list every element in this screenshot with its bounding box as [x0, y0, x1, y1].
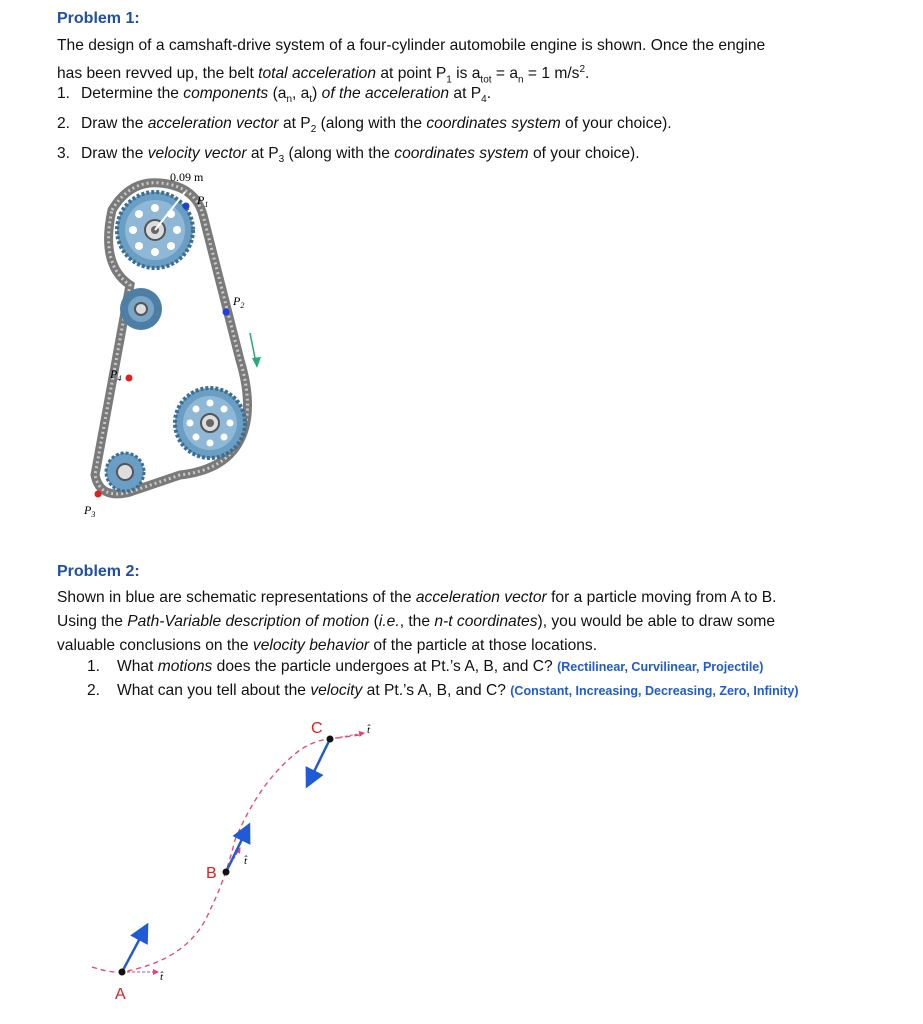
label-c: C: [311, 720, 323, 737]
problem1-question-3: 3. Draw the velocity vector at $P_3$ (along with the coordinates system of your choice).: [57, 145, 640, 166]
point-p2: [223, 309, 230, 316]
point-a: [119, 969, 126, 976]
problem1-intro-line1: The design of a camshaft-drive system of a four-cylinder automobile engine is shown. Once the engine: [57, 37, 766, 54]
label-a: A: [115, 986, 126, 1003]
problem1-title: Problem 1:: [57, 10, 140, 27]
problem1-questions: [57, 82, 672, 172]
problem1-question-2: 2. Draw the acceleration vector at $P_2$ (along with the coordinates system of your choice).: [57, 115, 672, 136]
problem2-question-1: 1. What motions does the particle undergoes at Pt.’s A, B, and C? (Rectilinear, Curvilinear, Projectile): [87, 658, 764, 675]
problem2-intro-line1: Shown in blue are schematic representations of the acceleration vector for a particle moving from A to B.: [57, 589, 777, 606]
label-p3: $P_3$: [84, 503, 96, 519]
t-hat-a: t̂: [160, 971, 164, 983]
problem1-intro-line2: has been revved up, the belt total acceleration at point $P_1$ is $a_{tot} = a_n = 1$ $m/s^2$.: [57, 64, 590, 86]
accel-vector-c: [308, 739, 330, 784]
problem2-questions: [57, 655, 799, 703]
camshaft-drive-figure: [60, 160, 320, 530]
problem2-intro: [57, 586, 877, 658]
dimension-label: 0.09 m: [170, 170, 204, 184]
point-p1: [183, 203, 190, 210]
point-p3: [95, 491, 102, 498]
problem2-title: Problem 2:: [57, 563, 140, 580]
point-p4: [126, 375, 133, 382]
belt-direction-arrow: [250, 333, 261, 368]
label-p4: $P_4$: [110, 367, 122, 383]
point-c: [327, 736, 334, 743]
label-b: B: [206, 865, 217, 882]
problem2-intro-line2: Using the Path-Variable description of motion (i.e., the n-t coordinates), you would be able to draw some: [57, 613, 776, 630]
t-hat-c: t̂: [367, 724, 371, 736]
top-camshaft-gear: [117, 192, 193, 268]
point-b: [223, 869, 230, 876]
problem2-question-2: 2. What can you tell about the velocity at Pt.’s A, B, and C? (Constant, Increasing, Decreasing, Zero, Infinity): [87, 682, 799, 699]
small-bottom-gear: [106, 453, 144, 491]
particle-path: [92, 735, 360, 972]
idler-pulley: [120, 288, 162, 330]
problem2-intro-line3: valuable conclusions on the velocity behavior of the particle at those locations.: [57, 637, 598, 654]
problem1-question-1: 1. Determine the components ($a_n$, $a_t$) of the acceleration at $P_4$.: [57, 85, 492, 106]
label-p1: $P_1$: [197, 193, 209, 209]
label-p2: $P_2$: [233, 294, 245, 310]
accel-vector-a: [122, 927, 146, 972]
crankshaft-gear: [175, 388, 245, 458]
particle-path-figure: [80, 710, 400, 1010]
t-hat-b: t̂: [244, 855, 248, 867]
tangent-arrow-c: [330, 733, 364, 739]
